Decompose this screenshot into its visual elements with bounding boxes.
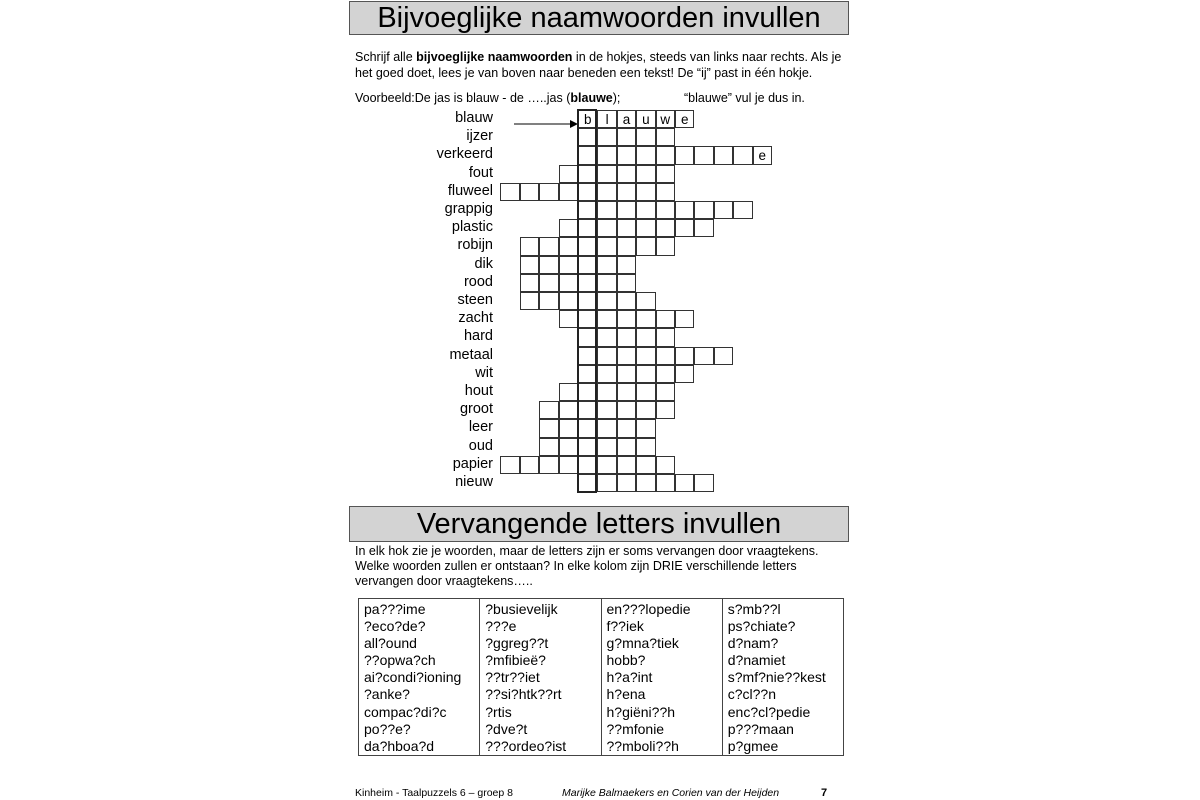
grid-cell[interactable] <box>656 328 675 346</box>
grid-cell[interactable] <box>617 274 636 292</box>
grid-cell[interactable] <box>559 383 578 401</box>
grid-cell[interactable] <box>578 237 597 255</box>
grid-cell[interactable] <box>675 347 694 365</box>
puzzle-word: po??e? <box>364 720 411 737</box>
puzzle-word: d?namiet <box>727 652 786 669</box>
grid-cell[interactable] <box>578 201 597 219</box>
word-nieuw: nieuw <box>455 474 493 490</box>
grid-cell[interactable] <box>559 256 578 274</box>
grid-cell[interactable] <box>617 310 636 328</box>
instructions-text-pre: Schrijf alle <box>355 50 417 64</box>
word-groot: groot <box>459 401 493 418</box>
word-plastic: plastic <box>451 219 493 236</box>
grid-cell[interactable] <box>656 383 675 401</box>
grid-cell[interactable] <box>578 256 597 274</box>
grid-cell[interactable] <box>675 201 694 219</box>
grid-cell[interactable] <box>578 438 597 456</box>
example-text-pre: Voorbeeld:De jas is blauw - de …..jas ( <box>355 91 571 105</box>
grid-cell[interactable] <box>636 310 655 328</box>
puzzle-column-3 <box>602 599 723 755</box>
grid-cell[interactable] <box>656 183 675 201</box>
grid-cell[interactable] <box>597 201 616 219</box>
grid-cell[interactable] <box>656 347 675 365</box>
word-oud: oud <box>468 437 493 454</box>
grid-cell[interactable] <box>617 146 636 164</box>
puzzle-word: ??opwa?ch <box>364 652 436 669</box>
grid-cell[interactable] <box>539 419 558 437</box>
grid-cell[interactable] <box>539 292 558 310</box>
puzzle-word: ps?chiate? <box>727 618 796 635</box>
word-verkeerd: verkeerd <box>436 146 493 163</box>
grid-cell[interactable] <box>656 310 675 328</box>
grid-cell[interactable] <box>636 183 655 201</box>
grid-cell[interactable] <box>520 274 539 292</box>
grid-cell[interactable] <box>539 456 558 474</box>
example-quote: “blauwe” vul je dus in. <box>684 91 805 105</box>
grid-cell[interactable]: w <box>656 110 675 128</box>
grid-cell[interactable] <box>597 365 616 383</box>
grid-cell[interactable] <box>578 328 597 346</box>
grid-cell[interactable] <box>559 401 578 419</box>
grid-cell[interactable] <box>656 219 675 237</box>
puzzle-word: h?a?int <box>606 669 653 686</box>
puzzle-column-4 <box>723 599 843 755</box>
instructions-adjectives <box>355 49 855 81</box>
grid-cell[interactable] <box>636 165 655 183</box>
grid-cell[interactable] <box>636 201 655 219</box>
grid-cell[interactable]: e <box>675 110 694 128</box>
grid-cell[interactable] <box>559 310 578 328</box>
grid-cell[interactable] <box>500 456 519 474</box>
word-leer: leer <box>468 419 493 436</box>
grid-cell[interactable]: a <box>617 110 636 128</box>
word-blauw: blauw <box>455 110 493 126</box>
grid-cell[interactable] <box>578 365 597 383</box>
grid-cell[interactable] <box>636 328 655 346</box>
grid-cell[interactable] <box>617 237 636 255</box>
grid-cell[interactable] <box>656 165 675 183</box>
puzzle-word: enc?cl?pedie <box>727 703 811 720</box>
grid-cell[interactable] <box>597 456 616 474</box>
grid-cell[interactable] <box>675 474 694 492</box>
grid-cell[interactable] <box>597 438 616 456</box>
word-dik: dik <box>474 255 493 272</box>
grid-cell[interactable] <box>675 365 694 383</box>
grid-cell[interactable] <box>520 183 539 201</box>
grid-cell[interactable] <box>636 438 655 456</box>
grid-cell[interactable] <box>656 365 675 383</box>
grid-cell[interactable] <box>539 438 558 456</box>
grid-cell[interactable] <box>578 274 597 292</box>
grid-cell[interactable] <box>617 419 636 437</box>
grid-cell[interactable]: u <box>636 110 655 128</box>
puzzle-word: ???ordeo?ist <box>485 737 567 754</box>
grid-cell[interactable] <box>520 456 539 474</box>
grid-cell[interactable] <box>656 201 675 219</box>
word-steen: steen <box>457 292 493 308</box>
word-hout: hout <box>464 383 493 399</box>
grid-cell[interactable] <box>578 401 597 419</box>
grid-cell[interactable] <box>617 383 636 401</box>
word-wit: wit <box>475 364 493 381</box>
grid-cell[interactable] <box>578 383 597 401</box>
grid-cell[interactable] <box>520 256 539 274</box>
grid-cell[interactable] <box>597 183 616 201</box>
grid-cell[interactable] <box>597 274 616 292</box>
grid-cell[interactable] <box>636 401 655 419</box>
word-metaal: metaal <box>449 346 493 363</box>
grid-cell[interactable] <box>578 419 597 437</box>
grid-cell[interactable] <box>597 219 616 237</box>
grid-cell[interactable] <box>539 183 558 201</box>
grid-cell[interactable] <box>617 256 636 274</box>
grid-cell[interactable] <box>694 219 713 237</box>
grid-cell[interactable] <box>656 456 675 474</box>
puzzle-word: ?rtis <box>485 703 512 720</box>
puzzle-word: ?eco?de? <box>364 618 426 635</box>
grid-cell[interactable] <box>578 146 597 164</box>
grid-cell[interactable] <box>694 201 713 219</box>
puzzle-word: da?hboa?d <box>364 737 435 754</box>
grid-cell[interactable] <box>714 347 733 365</box>
grid-cell[interactable] <box>578 310 597 328</box>
grid-cell[interactable] <box>500 183 519 201</box>
puzzle-word: f??iek <box>606 618 644 635</box>
puzzle-word: ?busievelijk <box>485 601 558 617</box>
page-number: 7 <box>821 787 828 799</box>
grid-cell[interactable] <box>559 237 578 255</box>
grid-cell[interactable] <box>617 438 636 456</box>
grid-cell[interactable] <box>733 146 752 164</box>
grid-cell[interactable] <box>656 401 675 419</box>
grid-cell[interactable] <box>694 474 713 492</box>
word-ijzer: ijzer <box>466 128 493 145</box>
grid-cell[interactable] <box>559 165 578 183</box>
grid-cell[interactable] <box>559 438 578 456</box>
grid-cell[interactable] <box>578 456 597 474</box>
grid-cell[interactable] <box>714 201 733 219</box>
word-fluweel: fluweel <box>447 182 493 199</box>
puzzle-word: ?mfibieë? <box>485 652 546 669</box>
grid-cell[interactable] <box>597 328 616 346</box>
grid-cell[interactable] <box>694 146 713 164</box>
grid-cell[interactable] <box>656 237 675 255</box>
word-grappig: grappig <box>444 201 493 217</box>
example-text-post: ); <box>612 91 621 105</box>
grid-cell[interactable] <box>617 128 636 146</box>
instructions-replacement: In elk hok zie je woorden, maar de letters zijn er soms vervangen door vraagtekens. Welke woorden zullen er ontstaan? In elke kolom zijn DRIE verschillende letters vervangen door vraagtekens….. <box>355 544 819 588</box>
grid-cell[interactable]: l <box>597 110 616 128</box>
grid-cell[interactable] <box>578 347 597 365</box>
grid-cell[interactable] <box>636 237 655 255</box>
grid-cell[interactable] <box>578 474 597 492</box>
grid-cell[interactable] <box>656 474 675 492</box>
grid-cell[interactable] <box>656 128 675 146</box>
grid-cell[interactable] <box>675 219 694 237</box>
puzzle-word: ??tr??iet <box>485 669 540 686</box>
grid-cell[interactable] <box>520 292 539 310</box>
word-puzzle-table <box>358 598 844 756</box>
grid-cell[interactable] <box>597 256 616 274</box>
word-papier: papier <box>452 455 493 472</box>
grid-cell[interactable] <box>617 328 636 346</box>
puzzle-word: ?dve?t <box>485 720 528 737</box>
example-line <box>355 90 805 106</box>
grid-cell[interactable] <box>617 456 636 474</box>
grid-cell[interactable] <box>578 219 597 237</box>
grid-cell[interactable] <box>559 183 578 201</box>
grid-cell[interactable] <box>636 456 655 474</box>
footer-publisher: Kinheim - Taalpuzzels 6 – groep 8 <box>355 787 513 799</box>
puzzle-word: ??mboli??h <box>606 737 679 754</box>
grid-cell[interactable] <box>559 274 578 292</box>
instructions-text-post: in de hokjes, steeds van links naar rechts. Als je het goed doet, lees je van boven naar beneden een tekst! De “ij” past in één hokje. <box>355 50 842 80</box>
grid-cell[interactable] <box>559 292 578 310</box>
grid-cell[interactable] <box>597 310 616 328</box>
puzzle-column-1 <box>359 599 480 755</box>
grid-cell[interactable] <box>714 146 733 164</box>
grid-cell[interactable] <box>539 256 558 274</box>
grid-cell[interactable] <box>578 292 597 310</box>
grid-cell[interactable] <box>617 347 636 365</box>
puzzle-word: pa???ime <box>364 601 426 617</box>
puzzle-word: ???e <box>485 618 517 635</box>
puzzle-word: d?nam? <box>727 635 779 652</box>
puzzle-word: p???maan <box>727 720 794 737</box>
grid-cell[interactable] <box>675 310 694 328</box>
grid-cell[interactable] <box>617 219 636 237</box>
grid-cell[interactable] <box>617 365 636 383</box>
puzzle-word: c?cl??n <box>727 686 777 703</box>
puzzle-word: h?ena <box>606 686 646 703</box>
grid-cell[interactable] <box>636 219 655 237</box>
grid-cell[interactable] <box>656 146 675 164</box>
grid-cell[interactable] <box>636 128 655 146</box>
word-rood: rood <box>463 273 493 290</box>
grid-cell[interactable] <box>636 383 655 401</box>
arrow-right-icon <box>514 120 578 128</box>
puzzle-word: p?gmee <box>727 737 779 754</box>
grid-cell[interactable] <box>539 274 558 292</box>
grid-cell[interactable] <box>636 365 655 383</box>
grid-cell[interactable] <box>636 146 655 164</box>
grid-cell[interactable] <box>636 292 655 310</box>
word-fout: fout <box>468 164 493 181</box>
grid-cell[interactable] <box>539 401 558 419</box>
puzzle-word: all?ound <box>364 635 417 652</box>
puzzle-word: s?mf?nie??kest <box>727 669 826 686</box>
grid-cell[interactable] <box>578 165 597 183</box>
grid-cell[interactable] <box>597 419 616 437</box>
grid-cell[interactable] <box>636 347 655 365</box>
grid-cell[interactable] <box>559 456 578 474</box>
grid-cell[interactable] <box>559 419 578 437</box>
grid-cell[interactable] <box>597 146 616 164</box>
grid-cell[interactable] <box>617 474 636 492</box>
word-robijn: robijn <box>457 237 493 254</box>
grid-cell[interactable] <box>636 419 655 437</box>
grid-cell[interactable] <box>539 237 558 255</box>
grid-cell[interactable] <box>617 165 636 183</box>
grid-cell[interactable]: b <box>578 110 597 128</box>
grid-cell[interactable] <box>597 292 616 310</box>
puzzle-word: s?mb??l <box>727 601 781 617</box>
grid-cell[interactable] <box>597 474 616 492</box>
puzzle-column-2 <box>480 599 601 755</box>
example-text-bold: blauwe <box>570 91 613 105</box>
grid-cell[interactable] <box>597 128 616 146</box>
grid-cell[interactable] <box>597 237 616 255</box>
section-title-adjectives: Bijvoeglijke naamwoorden invullen <box>349 1 849 35</box>
grid-cell[interactable] <box>694 347 713 365</box>
grid-cell[interactable] <box>617 292 636 310</box>
grid-cell[interactable] <box>733 201 752 219</box>
grid-cell[interactable] <box>578 183 597 201</box>
puzzle-word: hobb? <box>606 652 646 669</box>
puzzle-word: h?giëni??h <box>606 703 676 720</box>
grid-cell[interactable] <box>617 183 636 201</box>
puzzle-word: ??si?htk??rt <box>485 686 562 703</box>
grid-cell[interactable] <box>597 383 616 401</box>
grid-cell[interactable] <box>597 165 616 183</box>
puzzle-word: ai?condi?ioning <box>364 669 462 686</box>
grid-cell[interactable] <box>675 146 694 164</box>
grid-cell[interactable] <box>636 474 655 492</box>
word-hard: hard <box>463 328 493 345</box>
grid-cell[interactable] <box>520 237 539 255</box>
grid-cell[interactable] <box>578 128 597 146</box>
puzzle-word: ?ggreg??t <box>485 635 549 652</box>
grid-cell[interactable] <box>617 201 636 219</box>
grid-cell[interactable]: e <box>753 146 772 164</box>
puzzle-word: ??mfonie <box>606 720 665 737</box>
puzzle-word: g?mna?tiek <box>606 635 679 652</box>
grid-cell[interactable] <box>597 401 616 419</box>
puzzle-word: ?anke? <box>364 686 410 703</box>
section-title-replacement: Vervangende letters invullen <box>349 506 849 542</box>
puzzle-word: compac?di?c <box>364 703 447 720</box>
grid-cell[interactable] <box>559 219 578 237</box>
grid-cell[interactable] <box>597 347 616 365</box>
word-zacht: zacht <box>458 310 493 327</box>
instructions-text-bold: bijvoeglijke naamwoorden <box>416 50 573 64</box>
puzzle-word: en???lopedie <box>606 601 691 617</box>
footer-authors: Marijke Balmaekers en Corien van der Heijden <box>562 787 780 799</box>
grid-cell[interactable] <box>617 401 636 419</box>
